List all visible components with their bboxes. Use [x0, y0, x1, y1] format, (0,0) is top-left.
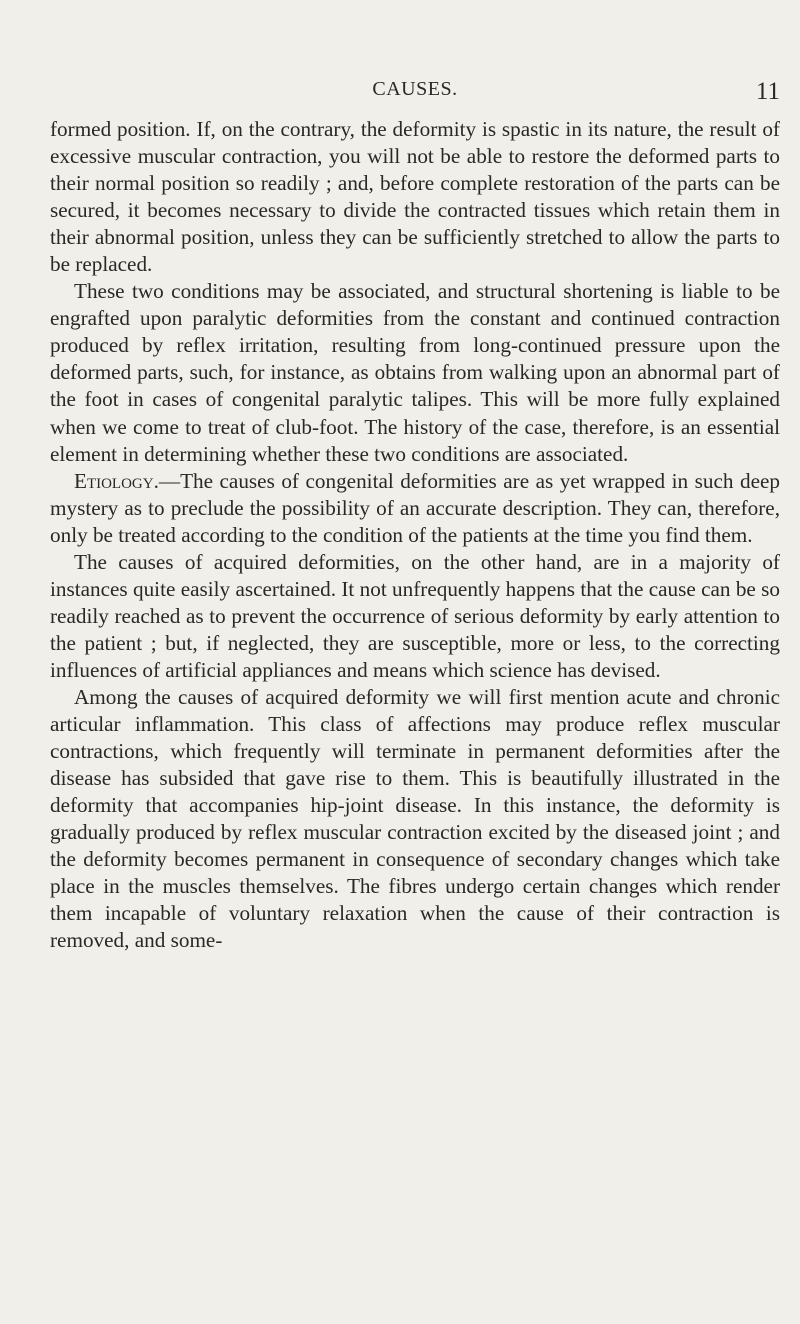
paragraph-4: The causes of acquired deformities, on the other hand, are in a majority of instances quite easily ascertained. It not unfrequently happens that the cause can be so readily reached as to prevent the occurrence of serious deformity by early attention to the patient ; but, if neglected, they are susceptible, more or less, to the correcting influences of artificial appliances and means which science has devised.: [50, 549, 780, 682]
body-text: [50, 116, 780, 954]
running-head: [50, 78, 780, 110]
page-header-title: CAUSES.: [372, 78, 458, 100]
book-page: [50, 78, 780, 954]
paragraph-5: Among the causes of acquired deformity we will first mention acute and chronic articular inflammation. This class of affections may produce reflex muscular contractions, which frequently will terminate in permanent deformities after the disease has subsided that gave rise to them. This is beautifully illustrated in the deformity that accompanies hip-joint disease. In this instance, the deformity is gradually produced by reflex muscular contraction excited by the diseased joint ; and the deformity becomes permanent in consequence of secondary changes which take place in the muscles themselves. The fibres undergo certain changes which render them incapable of voluntary relaxation when the cause of their contraction is removed, and some-: [50, 684, 780, 953]
section-heading-etiology: Etiology.: [74, 468, 159, 493]
paragraph-1: formed position. If, on the contrary, the deformity is spastic in its nature, the result of excessive muscular contraction, you will not be able to restore the deformed parts to their normal position so readily ; and, before complete restoration of the parts can be secured, it becomes necessary to divide the contracted tissues which retain them in their abnormal position, unless they can be sufficiently stretched to allow the parts to be replaced.: [50, 117, 780, 277]
page-number: 11: [755, 78, 780, 105]
paragraph-3-text: —The causes of congenital deformities are as yet wrapped in such deep mystery as to preclude the possibility of an accurate description. They can, therefore, only be treated according to the condition of the patients at the time you find them.: [50, 468, 780, 547]
paragraph-3: [50, 468, 780, 549]
paragraph-2: These two conditions may be associated, and structural shortening is liable to be engrafted upon paralytic deformities from the constant and continued contraction produced by reflex irritation, resulting from long-continued pressure upon the deformed parts, such, for instance, as obtains from walking upon an abnormal part of the foot in cases of congenital paralytic talipes. This will be more fully explained when we come to treat of club-foot. The history of the case, therefore, is an essential element in determining whether these two conditions are associated.: [50, 279, 780, 466]
